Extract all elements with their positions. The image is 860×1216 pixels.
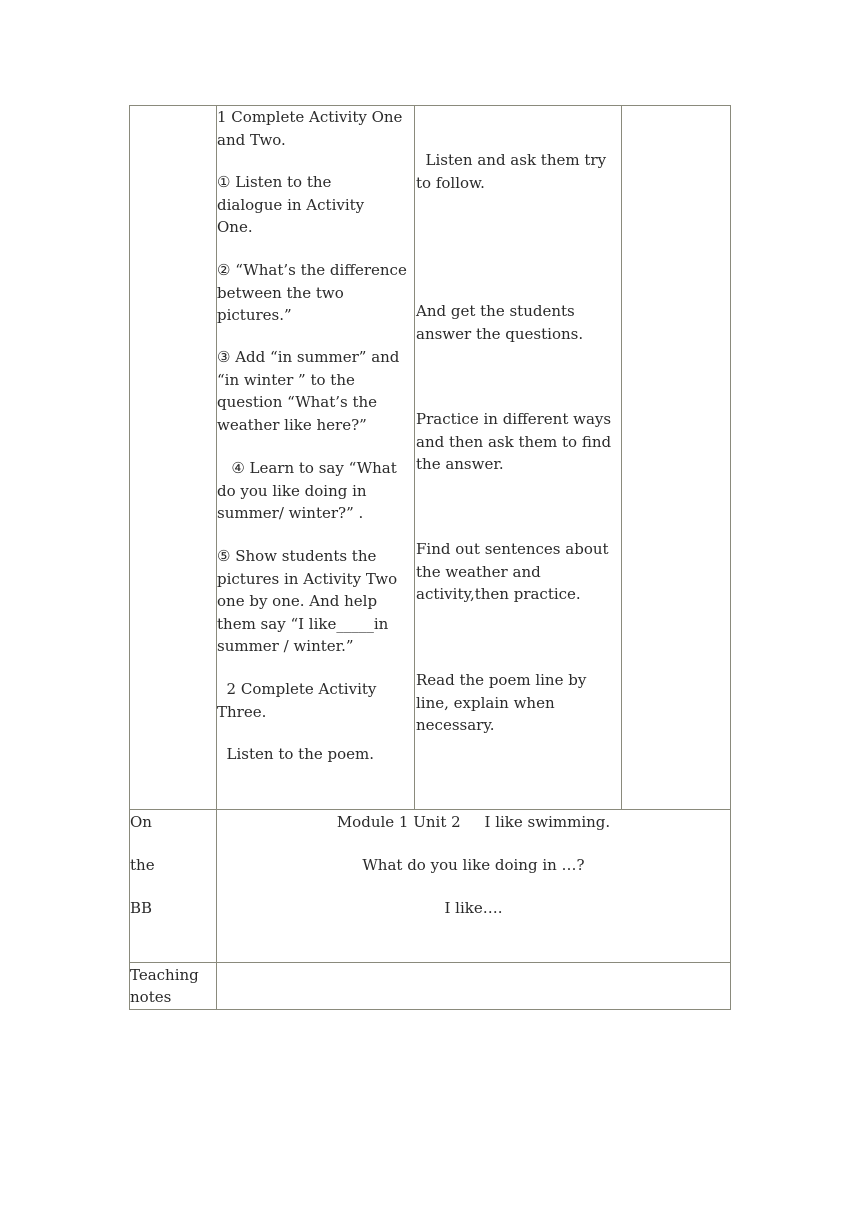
bb-label-line3: BB [130,899,153,917]
activity-step2-a: Listen to the poem. [217,745,374,763]
activity-step1-b: ② “What’s the difference between the two pictures.” [217,261,412,324]
teacher-item4: Find out sentences about the weather and activity,then practice. [416,540,614,603]
activity-step1-d: ④ Learn to say “What do you like doing in summer/ winter?” . [217,459,402,522]
bb-line3: I like…. [444,899,503,917]
activity-step1-a: ① Listen to the dialogue in Activity One. [217,173,369,236]
bb-line2: What do you like doing in …? [362,856,585,874]
teacher-item5: Read the poem line by line, explain when necessary. [416,671,592,734]
teacher-item1: Listen and ask them try to follow. [416,151,611,192]
bb-label-line1: On [130,813,152,831]
teacher-item2: And get the students answer the questions. [416,302,584,343]
bb-label-line2: the [130,856,155,874]
activity-step1-title: 1 Complete Activity One and Two. [217,108,408,149]
activity-step2-title: 2 Complete Activity Three. [217,680,382,721]
table-cell-notes-content [216,962,731,1010]
activity-step1-e: ⑤ Show students the pictures in Activity Two one by one. And help them say “I like_____in summer / winter.” [217,547,402,655]
teacher-item3: Practice in different ways and then ask them to find the answer. [416,410,616,473]
bb-line1: Module 1 Unit 2 I like swimming. [336,813,611,831]
activity-step1-c: ③ Add “in summer” and “in winter ” to the question “What’s the weather like here?” [217,348,405,434]
notes-label-line1: Teaching [130,966,199,984]
notes-label-line2: notes [130,988,172,1006]
table-cell-empty-left [129,105,217,810]
table-cell-empty-right [621,105,731,810]
